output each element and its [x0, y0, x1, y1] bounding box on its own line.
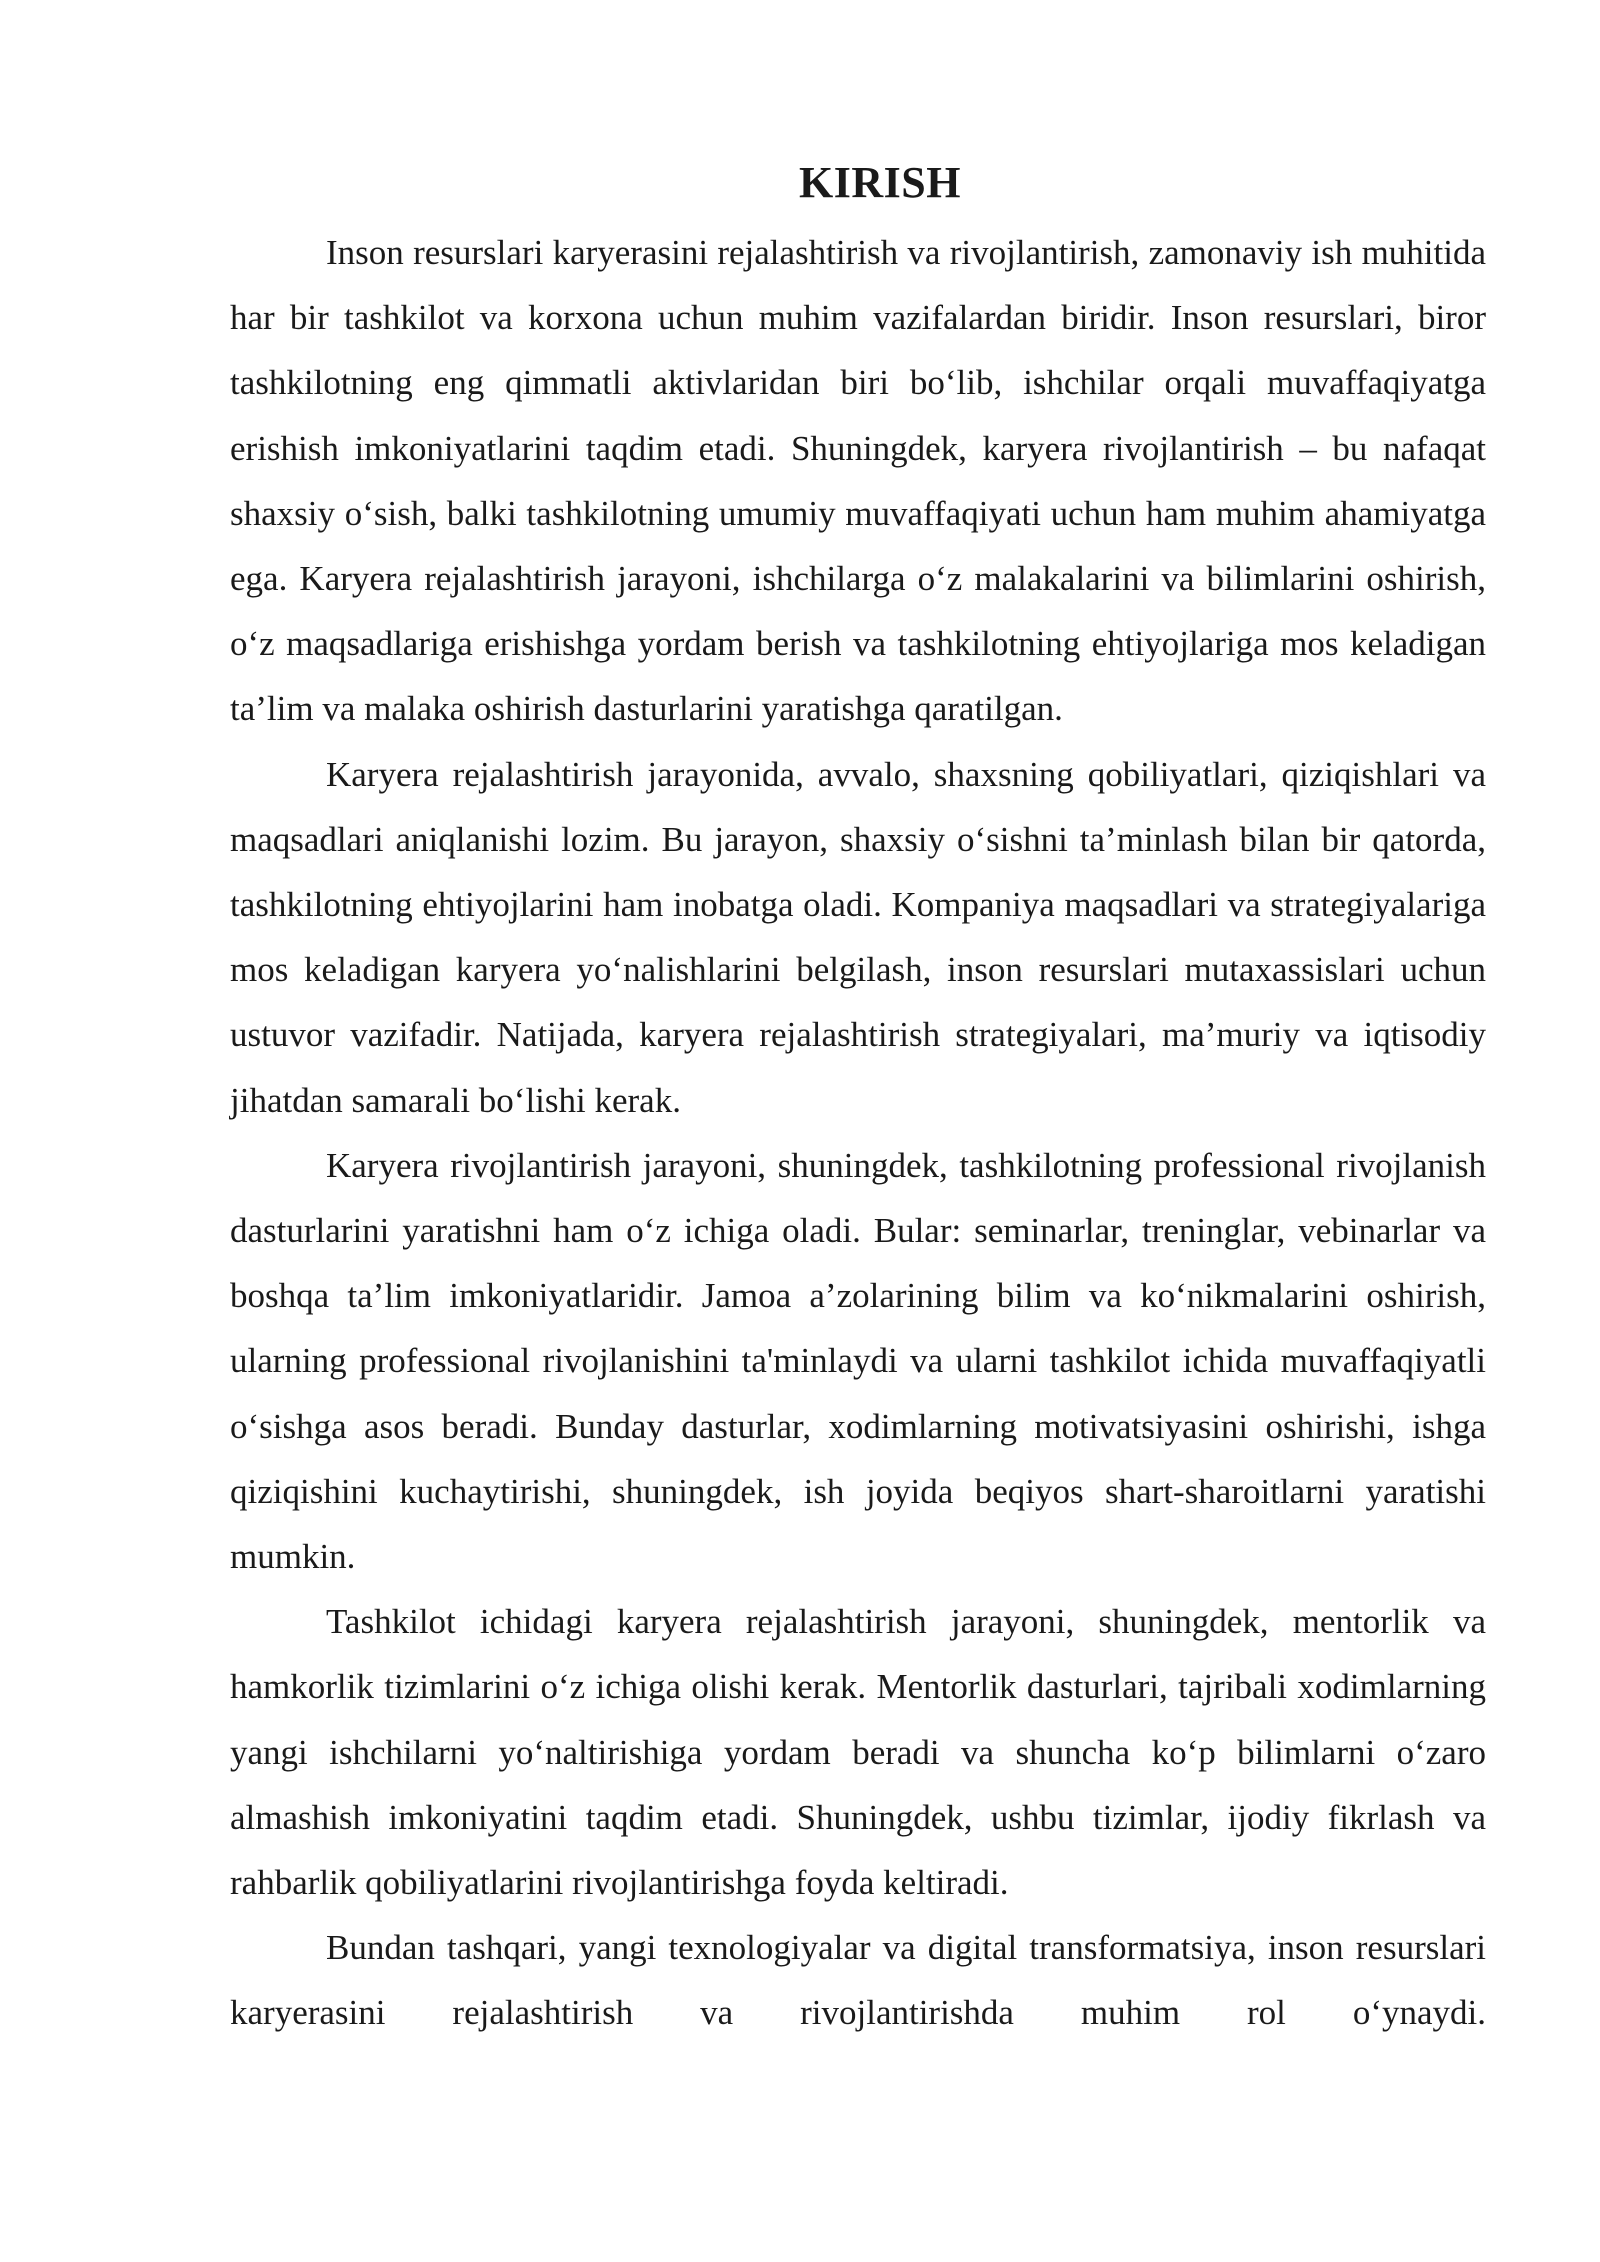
document-title: KIRISH [799, 158, 961, 207]
paragraph-3: Karyera rivojlantirish jarayoni, shuningdek, tashkilotning professional rivojlanish dasturlarini yaratishni ham o‘z ichiga oladi. Bular: seminarlar, treninglar, vebinarlar va boshqa ta’lim imkoniyatlaridir. Jamoa a’zolarining bilim va ko‘nikmalarini oshirish, ularning professional rivojlanishini ta'minlaydi va ularni tashkilot ichida muvaffaqiyatli o‘sishga asos beradi. Bunday dasturlar, xodimlarning motivatsiyasini oshirishi, ishga qiziqishini kuchaytirishi, shuningdek, ish joyida beqiyos shart-sharoitlarni yaratishi mumkin. [230, 1145, 1486, 1577]
document-body [230, 148, 1486, 2046]
paragraph-1: Inson resurslari karyerasini rejalashtirish va rivojlantirish, zamonaviy ish muhitida har bir tashkilot va korxona uchun muhim vazifalardan biridir. Inson resurslari, biror tashkilotning eng qimmatli aktivlaridan biri bo‘lib, ishchilar orqali muvaffaqiyatga erishish imkoniyatlarini taqdim etadi. Shuningdek, karyera rivojlantirish – bu nafaqat shaxsiy o‘sish, balki tashkilotning umumiy muvaffaqiyati uchun ham muhim ahamiyatga ega. Karyera rejalashtirish jarayoni, ishchilarga o‘z malakalarini va bilimlarini oshirish, o‘z maqsadlariga erishishga yordam berish va tashkilotning ehtiyojlariga mos keladigan ta’lim va malaka oshirish dasturlarini yaratishga qaratilgan. [230, 233, 1486, 729]
paragraph-4: Tashkilot ichidagi karyera rejalashtirish jarayoni, shuningdek, mentorlik va hamkorlik tizimlarini o‘z ichiga olishi kerak. Mentorlik dasturlari, tajribali xodimlarning yangi ishchilarni yo‘naltirishiga yordam beradi va shuncha ko‘p bilimlarni o‘zaro almashish imkoniyatini taqdim etadi. Shuningdek, ushbu tizimlar, ijodiy fikrlash va rahbarlik qobiliyatlarini rivojlantirishga foyda keltiradi. [230, 1602, 1486, 1903]
paragraph-5: Bundan tashqari, yangi texnologiyalar va digital transformatsiya, inson resurslari karyerasini rejalashtirish va rivojlantirishda muhim rol o‘ynaydi. [230, 1928, 1486, 2033]
paragraph-2: Karyera rejalashtirish jarayonida, avvalo, shaxsning qobiliyatlari, qiziqishlari va maqsadlari aniqlanishi lozim. Bu jarayon, shaxsiy o‘sishni ta’minlash bilan bir qatorda, tashkilotning ehtiyojlarini ham inobatga oladi. Kompaniya maqsadlari va strategiyalariga mos keladigan karyera yo‘nalishlarini belgilash, inson resurslari mutaxassislari uchun ustuvor vazifadir. Natijada, karyera rejalashtirish strategiyalari, ma’muriy va iqtisodiy jihatdan samarali bo‘lishi kerak. [230, 754, 1486, 1120]
